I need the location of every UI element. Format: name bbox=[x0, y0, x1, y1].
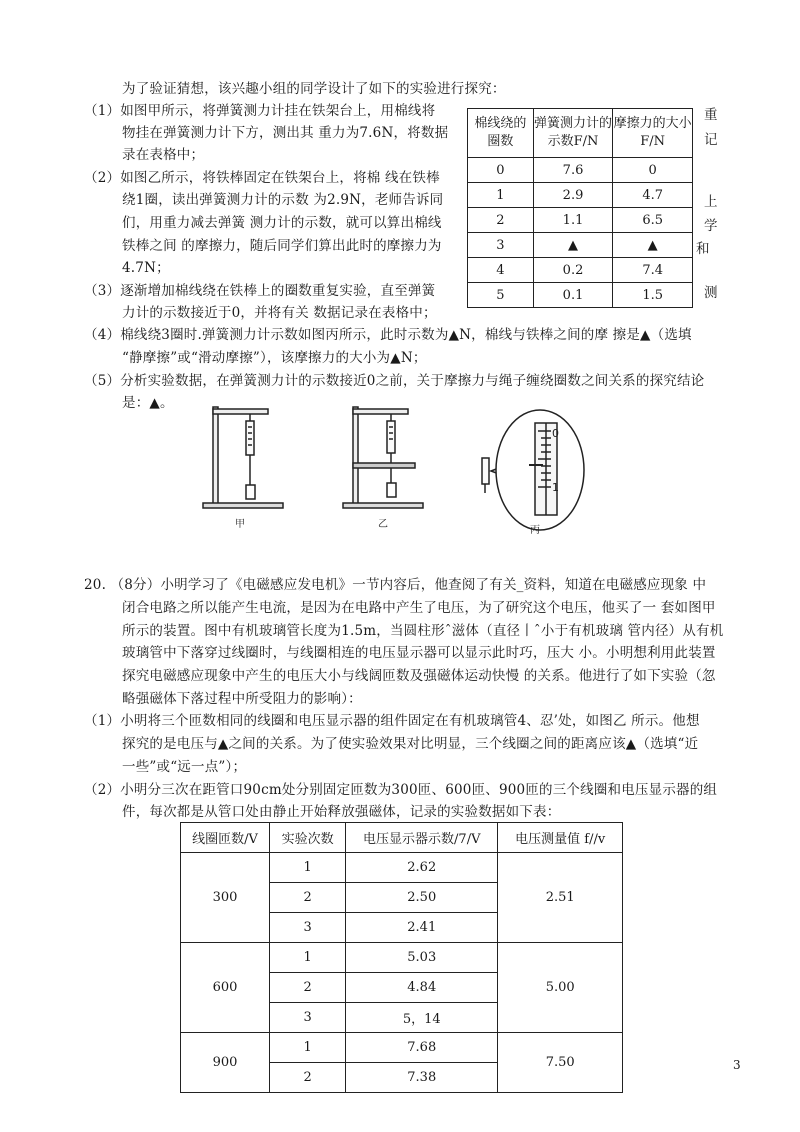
label-jia: 甲 bbox=[235, 519, 245, 530]
table-cell: 0.2 bbox=[533, 258, 613, 283]
label-bing: 丙 bbox=[530, 525, 540, 536]
q19-data-table bbox=[467, 108, 693, 308]
header-measured: 电压测量值 f//v bbox=[498, 823, 623, 853]
table-row bbox=[181, 1033, 623, 1063]
q20-para-line5: 探究电磁感应现象中产生的电压大小与线阔匝数及强磁体运动快慢 的关系。他进行了如下实验（忽 bbox=[122, 668, 716, 684]
q20-step1-line1: （1）小明将三个匝数相同的线圈和电压显示器的组件固定在有机玻璃管4、忍’处，如图乙 所示。他想 bbox=[84, 713, 700, 729]
figure-jia-stand bbox=[203, 407, 283, 508]
header-scale-reading: 弹簧测力计的示数F/N bbox=[533, 109, 613, 158]
q20-para-line2: 闭合电路之所以能产生电流，是因为在电路中产生了电压，为了研究这个电压，他买了一 套如图甲 bbox=[122, 600, 716, 616]
table-header-row bbox=[468, 109, 693, 158]
q20-para-line1: 20. （8分）小明学习了《电磁感应发电机》一节内容后，他查阅了有关_资料，知道在电磁感应现象 中 bbox=[84, 577, 707, 593]
q20-step1-line2: 探究的是电压与▲之间的关系。为了使实验效果对比明显，三个线圈之间的距离应该▲（选填“近 bbox=[122, 736, 699, 752]
q19-step2-line3: 们，用重力减去弹簧 测力计的示数，就可以算出棉线 bbox=[122, 215, 442, 231]
table-cell-value: 5.00 bbox=[498, 943, 623, 1033]
q20-para-line3: 所示的装置。图中有机玻璃管长度为1.5m，当圆柱形ˆ滋体（直径丨ˆ小于有机玻璃 管内径）从有机 bbox=[122, 623, 724, 639]
table-row bbox=[181, 853, 623, 883]
header-friction: 摩擦力的大小F/N bbox=[613, 109, 693, 158]
table-row bbox=[468, 258, 693, 283]
q19-step4-line1: （4）棉线绕3圈时.弹簧测力计示数如图丙所示，此时示数为▲N，棉线与铁棒之间的摩 擦是▲（选填 bbox=[84, 327, 692, 343]
table-cell-value: 2.51 bbox=[498, 853, 623, 943]
side-char: 记 bbox=[704, 132, 718, 148]
table-row bbox=[468, 283, 693, 308]
scale-mark-0: 0 bbox=[552, 427, 559, 440]
table-row bbox=[468, 233, 693, 258]
table-cell: 3 bbox=[270, 913, 346, 943]
side-char: 和 bbox=[696, 241, 710, 257]
label-yi: 乙 bbox=[378, 519, 388, 530]
table-cell: 7.6 bbox=[533, 158, 613, 183]
table-cell: 1 bbox=[468, 183, 534, 208]
table-cell-turns: 900 bbox=[181, 1033, 270, 1093]
q19-step1-line1: （1）如图甲所示，将弹簧测力计挂在铁架台上，用棉线将 bbox=[84, 103, 436, 119]
table-cell: 6.5 bbox=[613, 208, 693, 233]
table-cell: 3 bbox=[270, 1003, 346, 1033]
table-cell: 5 bbox=[468, 283, 534, 308]
table-cell: 5，14 bbox=[346, 1003, 498, 1033]
q20-para-line4: 玻璃管中下落穿过线圈时，与线圈相连的电压显示器可以显示此时巧，压大 小。小明想利用此装置 bbox=[122, 645, 716, 661]
table-cell: 1 bbox=[270, 853, 346, 883]
q20-para-line6: 略强磁体下落过程中所受阻力的影响）： bbox=[122, 691, 362, 707]
header-trial: 实验次数 bbox=[270, 823, 346, 853]
page-number: 3 bbox=[733, 1058, 741, 1072]
q19-step1-line3: 录在表格中； bbox=[122, 147, 205, 163]
q19-step2-line2: 绕1圈，读出弹簧测力计的示数 为2.9N，老师告诉同 bbox=[122, 192, 444, 208]
table-row bbox=[468, 183, 693, 208]
table-cell: 2 bbox=[270, 973, 346, 1003]
q20-step1-line3: 一些”或“远一点”）； bbox=[122, 759, 247, 775]
side-char: 学 bbox=[704, 218, 718, 234]
table-cell: 4 bbox=[468, 258, 534, 283]
figure-bing-scale bbox=[482, 410, 584, 530]
side-char: 上 bbox=[704, 194, 718, 210]
scale-mark-1: 1 bbox=[552, 481, 559, 494]
table-cell-turns: 300 bbox=[181, 853, 270, 943]
table-header-row bbox=[181, 823, 623, 853]
figure-yi-stand bbox=[343, 407, 423, 508]
q19-step2-line5: 4.7N； bbox=[122, 260, 170, 276]
q20-data-table bbox=[180, 822, 623, 1093]
q19-step5-line2: 是：▲。 bbox=[122, 395, 174, 411]
table-cell: 2 bbox=[468, 208, 534, 233]
table-cell: 7.68 bbox=[346, 1033, 498, 1063]
table-cell: 5.03 bbox=[346, 943, 498, 973]
table-cell: 2.62 bbox=[346, 853, 498, 883]
table-row bbox=[468, 158, 693, 183]
table-cell: 1.1 bbox=[533, 208, 613, 233]
table-cell: 7.4 bbox=[613, 258, 693, 283]
header-turns: 线圈匝数/V bbox=[181, 823, 270, 853]
q19-step5-line1: （5）分析实验数据，在弹簧测力计的示数接近0之前，关于摩擦力与绳子缠绕圈数之间关系的探究结论 bbox=[84, 373, 705, 389]
table-cell: 2 bbox=[270, 1063, 346, 1093]
side-char: 测 bbox=[704, 285, 718, 301]
table-cell: 0 bbox=[468, 158, 534, 183]
table-cell: 2 bbox=[270, 883, 346, 913]
table-cell: 3 bbox=[468, 233, 534, 258]
table-cell: 4.84 bbox=[346, 973, 498, 1003]
q19-step1-line2: 物挂在弹簧测力计下方，测出其 重力为7.6N，将数据 bbox=[122, 125, 449, 141]
q19-step4-line2: “静摩擦”或“滑动摩擦”），该摩擦力的大小为▲N； bbox=[122, 350, 427, 366]
q20-step2-line1: （2）小明分三次在距管口90cm处分别固定匝数为300匝、600匝、900匝的三个线圈和电压显示器的组 bbox=[84, 782, 718, 798]
q19-step3-line2: 力计的示数接近于0，并将有关 数据记录在表格中； bbox=[122, 305, 437, 321]
table-cell: 2.50 bbox=[346, 883, 498, 913]
q20-step2-line2: 件，每次都是从管口处由静止开始释放强磁体，记录的实验数据如下表： bbox=[122, 804, 561, 820]
table-cell: ▲ bbox=[533, 233, 613, 258]
q19-step2-line4: 铁棒之间 的摩擦力，随后同学们算出此时的摩擦力为 bbox=[122, 238, 442, 254]
table-cell: 0 bbox=[613, 158, 693, 183]
table-cell: ▲ bbox=[613, 233, 693, 258]
table-row bbox=[468, 208, 693, 233]
q19-step2-line1: （2）如图乙所示，将铁棒固定在铁架台上，将棉 线在铁棒 bbox=[84, 170, 440, 186]
table-cell: 7.38 bbox=[346, 1063, 498, 1093]
table-cell: 2.41 bbox=[346, 913, 498, 943]
q19-intro: 为了验证猜想，该兴趣小组的同学设计了如下的实验进行探究： bbox=[122, 81, 506, 97]
table-cell: 1 bbox=[270, 1033, 346, 1063]
table-cell: 2.9 bbox=[533, 183, 613, 208]
table-cell: 0.1 bbox=[533, 283, 613, 308]
header-reading: 电压显示器示数/7/V bbox=[346, 823, 498, 853]
table-cell-value: 7.50 bbox=[498, 1033, 623, 1093]
q19-step3-line1: （3）逐渐增加棉线绕在铁棒上的圈数重复实验，直至弹簧 bbox=[84, 283, 436, 299]
table-cell: 1 bbox=[270, 943, 346, 973]
table-row bbox=[181, 943, 623, 973]
q19-figures bbox=[195, 405, 585, 536]
table-cell: 4.7 bbox=[613, 183, 693, 208]
table-cell: 1.5 bbox=[613, 283, 693, 308]
table-cell-turns: 600 bbox=[181, 943, 270, 1033]
header-coil-count: 棉线绕的圈数 bbox=[468, 109, 534, 158]
side-char: 重 bbox=[704, 107, 718, 123]
